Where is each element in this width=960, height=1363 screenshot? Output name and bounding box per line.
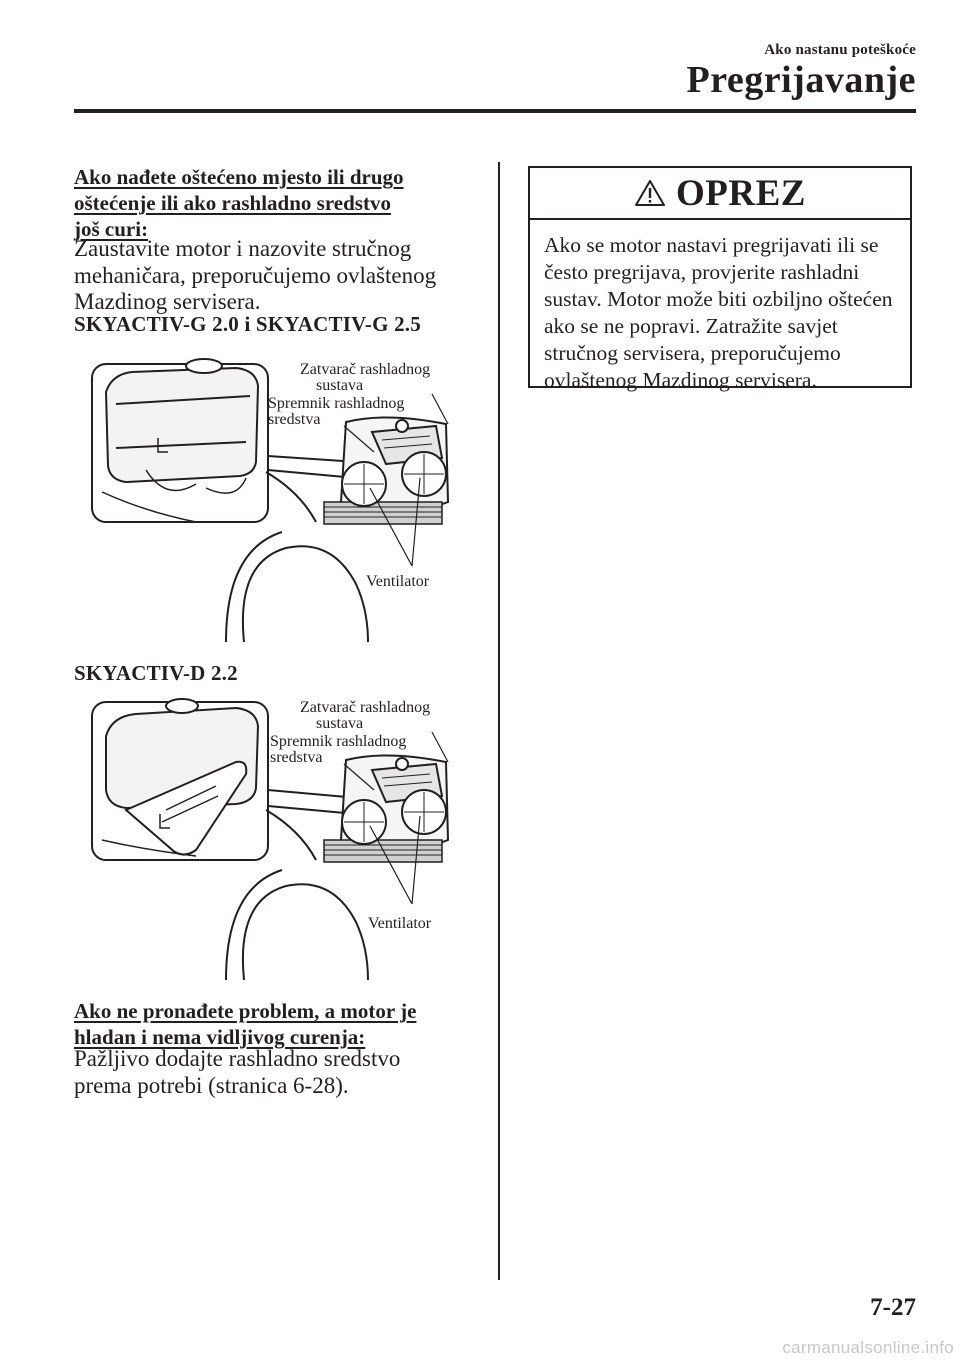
- watermark: carmanualsonline.info: [782, 1338, 954, 1357]
- caution-line: često pregrijava, provjerite rashladni: [544, 260, 860, 284]
- label-cap: sustava: [316, 377, 364, 394]
- label-reservoir: Spremnik rashladnog: [268, 395, 405, 412]
- chapter-title: Pregrijavanje: [686, 59, 916, 101]
- caution-line: ako se ne popravi. Zatražite savjet: [544, 314, 838, 338]
- caution-line: stručnog servisera, preporučujemo: [544, 341, 841, 365]
- paragraph-line: Mazdinog servisera.: [74, 289, 261, 314]
- caution-box: [528, 166, 912, 392]
- heading-damage-found: [74, 164, 474, 242]
- paragraph-line: Pažljivo dodajte rashladno sredstvo: [74, 1046, 401, 1071]
- label-fan: Ventilator: [366, 573, 430, 590]
- warning-triangle-icon: [634, 179, 666, 207]
- page-number: 7-27: [870, 1294, 916, 1321]
- paragraph-line: mehaničara, preporučujemo ovlaštenog: [74, 262, 437, 288]
- caution-line: sustav. Motor može biti ozbiljno oštećen: [544, 287, 893, 311]
- variant-heading-diesel: SKYACTIV-D 2.2: [74, 661, 238, 685]
- paragraph-line: prema potrebi (stranica 6-28).: [74, 1072, 349, 1098]
- radiator-cap: [396, 420, 408, 432]
- label-reservoir: Spremnik rashladnog: [270, 733, 407, 750]
- label-reservoir: sredstva: [268, 411, 321, 428]
- caution-line: Ako se motor nastavi pregrijavati ili se: [544, 233, 879, 257]
- label-cap: sustava: [316, 715, 364, 732]
- fender-line: [266, 472, 316, 522]
- caution-title: OPREZ: [676, 172, 806, 214]
- wheel-arch: [243, 546, 368, 642]
- caution-text: [530, 220, 910, 394]
- section-title: Ako nastanu poteškoće: [764, 42, 916, 58]
- heading-line: Ako ne pronađete problem, a motor je: [74, 999, 417, 1023]
- caution-line: ovlaštenog Mazdinog servisera.: [544, 368, 817, 392]
- label-cap: Zatvarač rashladnog: [300, 699, 431, 716]
- engine-bay-figure-petrol: [86, 352, 466, 642]
- column-divider: [498, 162, 500, 1280]
- paragraph-stop-engine: [74, 236, 474, 316]
- heading-no-problem: [74, 998, 474, 1050]
- reservoir-cap: [166, 699, 198, 713]
- heading-line: Ako nađete oštećeno mjesto ili drugo: [74, 165, 404, 189]
- wheel-arch: [243, 884, 368, 980]
- fender-line: [266, 810, 316, 860]
- label-fan: Ventilator: [368, 915, 432, 932]
- reservoir-cap: [186, 359, 222, 373]
- radiator-cap: [396, 758, 408, 770]
- heading-line: hladan i nema vidljivog curenja:: [74, 1025, 366, 1049]
- header-rule: [74, 109, 916, 113]
- heading-line: još curi:: [74, 217, 149, 241]
- label-reservoir: sredstva: [270, 749, 323, 766]
- variant-heading-petrol: SKYACTIV-G 2.0 i SKYACTIV-G 2.5: [74, 312, 421, 336]
- engine-bay-figure-diesel: [86, 690, 466, 980]
- reservoir-body: [106, 368, 258, 482]
- label-cap: Zatvarač rashladnog: [300, 361, 431, 378]
- paragraph-add-coolant: [74, 1046, 474, 1099]
- paragraph-line: Zaustavite motor i nazovite stručnog: [74, 236, 412, 261]
- heading-line: oštećenje ili ako rashladno sredstvo: [74, 191, 391, 215]
- caution-header: [530, 168, 910, 220]
